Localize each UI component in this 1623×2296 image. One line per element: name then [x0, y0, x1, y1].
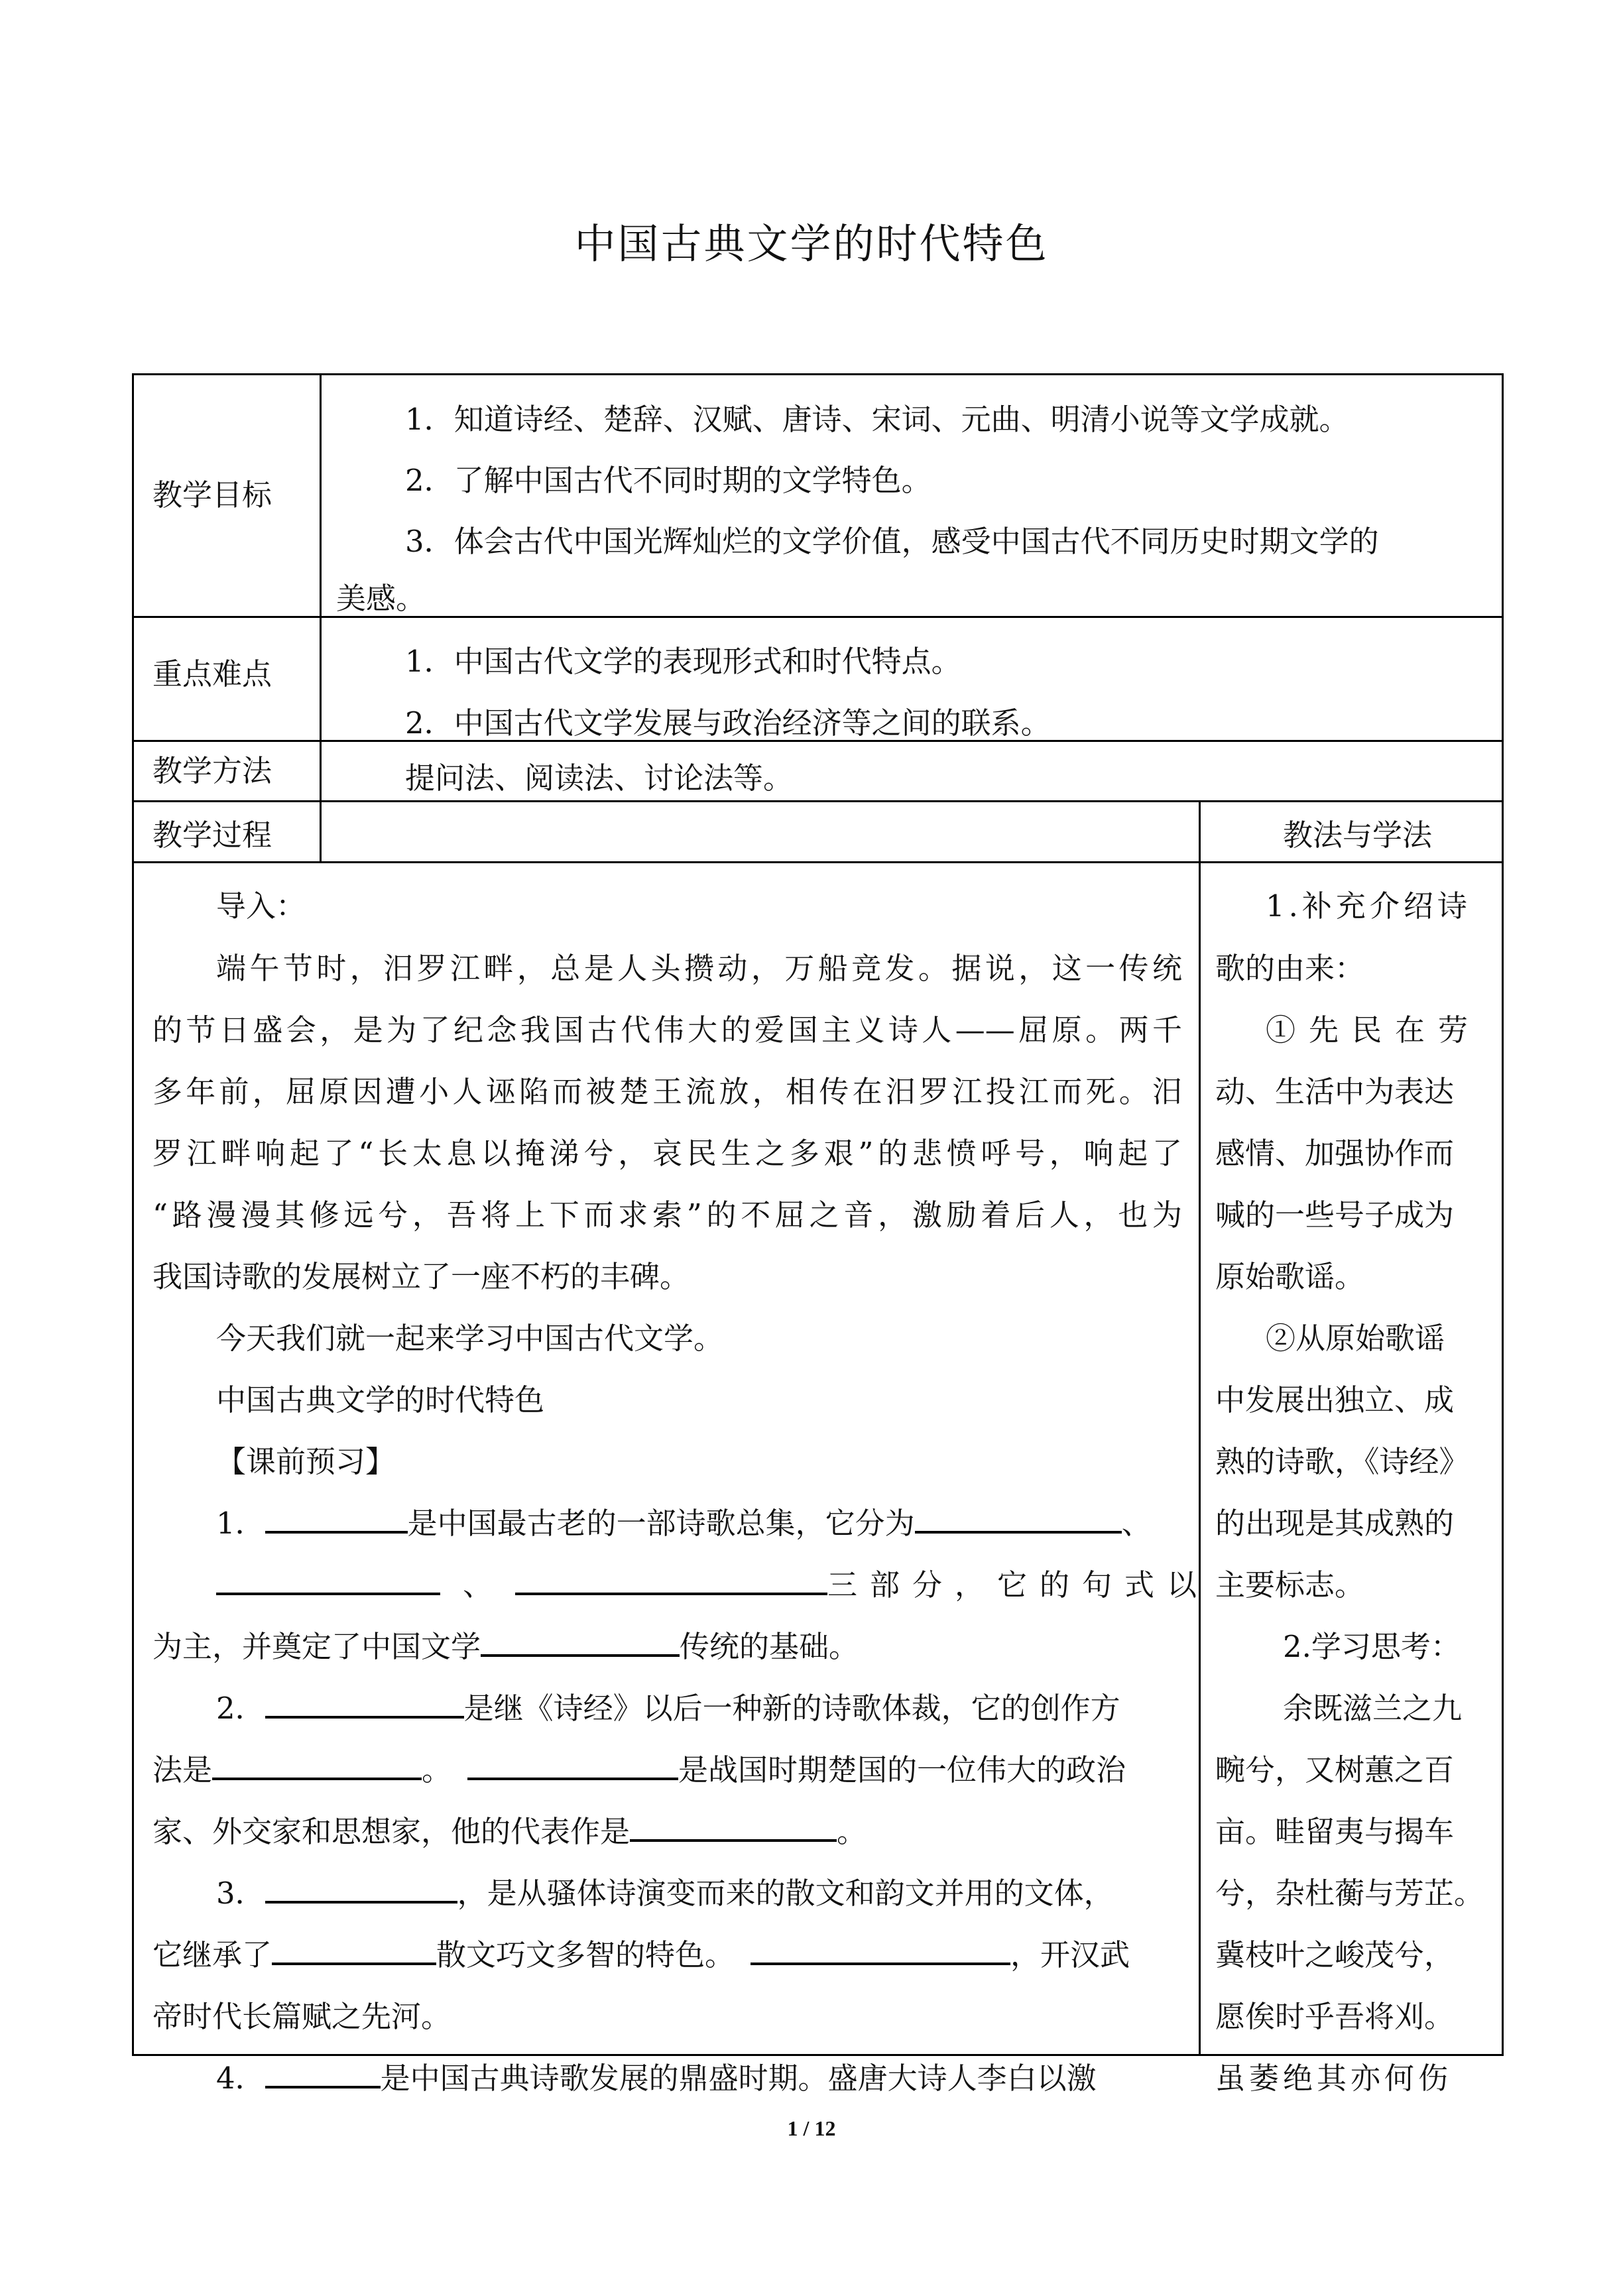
question-text: 、	[463, 1567, 493, 1602]
side-line: 感情、加强协作而	[1215, 1136, 1455, 1171]
side-line: 2.学习思考：	[1283, 1629, 1461, 1664]
question-text: 、	[1121, 1506, 1152, 1541]
question-1-cont	[216, 1561, 1209, 1604]
answer-blank[interactable]	[467, 1747, 678, 1780]
question-2-cont	[152, 1807, 867, 1850]
process-label: 教学过程	[152, 817, 272, 853]
page-title: 中国古典文学的时代特色	[574, 219, 1049, 268]
side-line: 喊的一些号子成为	[1215, 1197, 1455, 1233]
question-text: 是战国时期楚国的一位伟大的政治	[678, 1752, 1126, 1787]
objective-item: 1．知道诗经、楚辞、汉赋、唐诗、宋词、元曲、明清小说等文学成就。	[405, 402, 1349, 437]
question-number: 4．	[216, 2061, 265, 2096]
methods-label: 教学方法	[152, 753, 272, 788]
intro-line: 多年前，屈原因遭小人诬陷而被楚王流放，相传在汨罗江投江而死。汨	[152, 1074, 1182, 1109]
answer-blank[interactable]	[265, 1685, 464, 1719]
question-text: 三部分，它的句式以	[827, 1567, 1210, 1602]
side-line: 的出现是其成熟的	[1215, 1506, 1455, 1541]
side-column-divider	[1199, 800, 1201, 2054]
question-text: 是中国最古老的一部诗歌总集，它分为	[407, 1506, 915, 1541]
question-text: 。	[837, 1814, 867, 1849]
question-text: 法是	[152, 1752, 213, 1787]
objective-item: 3．体会古代中国光辉灿烂的文学价值，感受中国古代不同历史时期文学的	[405, 524, 1379, 559]
objective-item: 2．了解中国古代不同时期的文学特色。	[405, 463, 932, 498]
question-text: ，开汉武	[1010, 1937, 1130, 1972]
side-line: 原始歌谣。	[1215, 1259, 1365, 1294]
intro-label: 导入：	[216, 888, 306, 924]
question-text: 它继承了	[152, 1937, 272, 1972]
key-point-item: 1．中国古代文学的表现形式和时代特点。	[405, 644, 961, 679]
answer-blank[interactable]	[212, 1747, 422, 1780]
question-text: 为主，并奠定了中国文学	[152, 1629, 481, 1664]
answer-blank[interactable]	[265, 2055, 381, 2088]
side-line: 1.补充介绍诗	[1266, 888, 1471, 924]
intro-line: “路漫漫其修远兮，吾将上下而求索”的不屈之音，激励着后人，也为	[152, 1197, 1182, 1233]
answer-blank[interactable]	[216, 1562, 440, 1595]
side-header: 教法与学法	[1283, 817, 1433, 853]
intro-line: 端午节时，汨罗江畔，总是人头攒动，万船竞发。据说，这一传统	[216, 951, 1182, 986]
side-line: 熟的诗歌，《诗经》	[1215, 1444, 1469, 1479]
question-3	[216, 1869, 1114, 1912]
key-points-label: 重点难点	[152, 656, 272, 692]
side-line: 兮，杂杜蘅与芳芷。	[1215, 1876, 1484, 1911]
answer-blank[interactable]	[630, 1809, 837, 1842]
question-1	[216, 1499, 1152, 1542]
today-line: 今天我们就一起来学习中国古代文学。	[216, 1321, 724, 1356]
answer-blank[interactable]	[265, 1500, 408, 1534]
intro-line: 的节日盛会，是为了纪念我国古代伟大的爱国主义诗人——屈原。两千	[152, 1012, 1182, 1048]
side-line: ①先民在劳	[1266, 1012, 1482, 1048]
answer-blank[interactable]	[272, 1932, 436, 1965]
question-3-cont: 帝时代长篇赋之先河。	[152, 1999, 451, 2034]
question-text: 。	[422, 1752, 452, 1787]
answer-blank[interactable]	[751, 1932, 1010, 1965]
answer-blank[interactable]	[915, 1500, 1122, 1534]
question-number: 2．	[216, 1691, 265, 1726]
methods-text: 提问法、阅读法、讨论法等。	[405, 760, 794, 796]
question-2-cont	[152, 1746, 1126, 1789]
question-4	[216, 2054, 1097, 2097]
answer-blank[interactable]	[265, 1870, 457, 1903]
preview-label: 【课前预习】	[216, 1444, 396, 1479]
answer-blank[interactable]	[515, 1562, 827, 1595]
side-line: 余既滋兰之九	[1283, 1691, 1463, 1726]
label-column-divider	[320, 375, 322, 861]
question-text: 是继《诗经》以后一种新的诗歌体裁，它的创作方	[463, 1691, 1120, 1726]
question-1-cont	[152, 1622, 859, 1665]
side-line: 畹兮，又树蕙之百	[1215, 1752, 1455, 1787]
question-3-cont	[152, 1931, 1130, 1974]
side-line: 愿俟时乎吾将刈。	[1215, 1999, 1455, 2034]
side-line: ②从原始歌谣	[1266, 1321, 1445, 1356]
section-subtitle: 中国古典文学的时代特色	[216, 1382, 545, 1418]
side-line: 中发展出独立、成	[1215, 1382, 1455, 1418]
intro-line: 我国诗歌的发展树立了一座不朽的丰碑。	[152, 1259, 690, 1294]
question-number: 3．	[216, 1876, 265, 1911]
lesson-table	[132, 373, 1504, 2096]
side-line: 主要标志。	[1215, 1567, 1365, 1602]
page-number: 1 / 12	[787, 2116, 836, 2140]
side-line: 虽萎绝其亦何伤	[1215, 2061, 1453, 2096]
intro-line: 罗江畔响起了“长太息以掩涕兮，哀民生之多艰”的悲愤呼号，响起了	[152, 1136, 1182, 1171]
question-text: 传统的基础。	[680, 1629, 859, 1664]
key-point-item: 2．中国古代文学发展与政治经济等之间的联系。	[405, 705, 1051, 741]
side-line: 歌的由来：	[1215, 951, 1365, 986]
question-number: 1．	[216, 1506, 265, 1541]
question-2	[216, 1684, 1120, 1727]
side-line: 冀枝叶之峻茂兮，	[1215, 1937, 1455, 1972]
question-text: ，是从骚体诗演变而来的散文和韵文并用的文体，	[457, 1876, 1114, 1911]
objectives-label: 教学目标	[152, 477, 272, 513]
side-line: 亩。畦留夷与揭车	[1215, 1814, 1455, 1849]
question-text: 是中国古典诗歌发展的鼎盛时期。盛唐大诗人李白以激	[380, 2061, 1097, 2096]
row-divider	[134, 800, 1502, 802]
question-text: 家、外交家和思想家，他的代表作是	[152, 1814, 631, 1849]
side-line: 动、生活中为表达	[1215, 1074, 1455, 1109]
answer-blank[interactable]	[481, 1624, 680, 1657]
objective-item: 美感。	[336, 581, 426, 616]
row-divider	[134, 861, 1502, 863]
question-text: 散文巧文多智的特色。	[436, 1937, 735, 1972]
